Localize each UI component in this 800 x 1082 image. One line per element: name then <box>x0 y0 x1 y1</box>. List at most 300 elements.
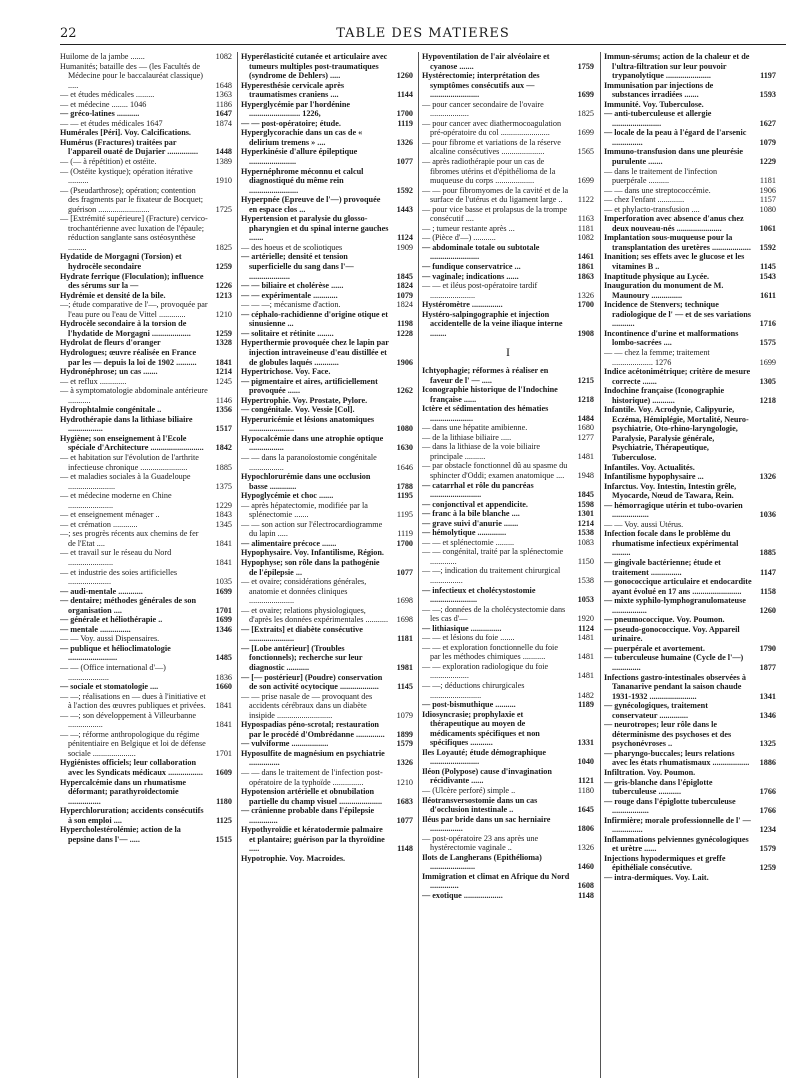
entry-text: — —; réforme anthropologique du régime pénitentiaire en Belgique et loi de défense sociale ..................... <box>60 729 206 758</box>
entry-text: — gonococcique articulaire et endocardite ayant évolué en 17 ans ........................ <box>604 577 752 596</box>
entry-page-number: 1389 <box>215 157 232 167</box>
entry-text: Hydrothérapie dans la lithiase biliaire ................. <box>60 414 193 434</box>
entry-text: — dans une hépatite amibienne. <box>422 423 528 433</box>
index-entry <box>60 415 232 434</box>
index-entry <box>604 615 776 625</box>
entry-page-number: 1698 <box>396 615 413 625</box>
entry-text: — fundique conservatrice ... <box>422 262 521 272</box>
index-entry <box>604 233 776 252</box>
index-entry <box>422 519 594 529</box>
entry-text: Indochine française (Iconographie historique) ........... <box>604 386 725 405</box>
entry-page-number: 1788 <box>396 481 413 491</box>
entry-page-number: 1326 <box>396 137 413 147</box>
entry-page-number: 1245 <box>215 376 232 386</box>
entry-page-number: 1124 <box>578 623 594 633</box>
index-entry <box>60 109 232 119</box>
index-entry <box>422 662 594 681</box>
index-entry <box>604 816 776 835</box>
index-entry <box>241 749 413 768</box>
index-entry <box>241 195 413 214</box>
index-entry <box>60 596 232 615</box>
entry-text: Hystéro-salpingographie et injection accidentelle de la veine iliaque interne ........ <box>422 309 563 338</box>
entry-page-number: 1448 <box>215 147 232 157</box>
entry-text: — dentaire; méthodes générales de son organisation .... <box>60 596 197 615</box>
entry-text: — franc à la bile blanche .... <box>422 509 520 519</box>
entry-page-number: 1484 <box>577 413 594 423</box>
entry-text: — de la lithiase biliaire ..... <box>422 432 512 442</box>
entry-page-number: 1214 <box>577 518 594 528</box>
entry-text: — pour vice basse et prolapsus de la trompe consécutif .... <box>422 204 568 224</box>
index-entry <box>241 167 413 196</box>
entry-page-number: 1148 <box>578 891 594 901</box>
index-entry <box>60 157 232 167</box>
index-entry <box>60 100 232 110</box>
index-entry <box>60 386 232 405</box>
entry-text: Hyposulfite de magnésium en psychiatrie ............... <box>241 748 385 768</box>
index-entry <box>422 205 594 224</box>
index-entry <box>604 673 776 702</box>
entry-page-number: 1259 <box>215 262 232 272</box>
entry-text: — intra-dermiques. Voy. Lait. <box>604 873 709 883</box>
entry-text: — — et études médicales 1647 <box>60 118 163 128</box>
entry-page-number: 1326 <box>577 290 594 300</box>
entry-text: Hyperesthésie cervicale après traumatismes craniens .... <box>241 80 345 100</box>
entry-text: Infantile. Voy. Acrodynie, Calipyurie, Eczéma, Hémiplégie, Mortalité, Neuro-psychiatrie, Oto-rhino-laryngologie, Paralysie, Paralysie générale, Psychiatrie, Thérapeutique, Tuberculose. <box>604 405 749 462</box>
entry-text: — après radiothérapie pour un cas de fibromes utérins et d'épithélioma de la muqueuse du corps ................... <box>422 157 556 186</box>
entry-text: — —; réalisations en — dues à l'initiative et à l'action des œuvres publiques et privées. <box>60 691 206 711</box>
entry-text: — — prise nasale de — provoquant des accidents cérébraux dans un diabète insipide ........................... <box>241 691 373 720</box>
index-entry <box>422 71 594 100</box>
entry-page-number: 1082 <box>215 52 232 61</box>
index-entry <box>241 147 413 166</box>
entry-text: Iléus par bride dans un sac herniaire ................ <box>422 814 551 834</box>
entry-page-number: 1305 <box>759 376 776 386</box>
entry-text: Infantiles. Voy. Actualités. <box>604 462 695 472</box>
entry-page-number: 1124 <box>397 233 413 243</box>
entry-text: Inauguration du monument de M. Maunoury ............... <box>604 281 724 300</box>
entry-text: Hyperkinésie d'allure épileptique ....................... <box>241 147 358 167</box>
entry-page-number: 1460 <box>577 862 594 872</box>
index-entry <box>60 548 232 567</box>
index-column-4 <box>604 52 776 1078</box>
entry-page-number: 1906 <box>396 357 413 367</box>
entry-page-number: 1181 <box>577 223 594 233</box>
index-entry <box>241 787 413 806</box>
entry-text: Hypospadias péno-scrotal; restauration par le procédé d'Ombrédanne .............. <box>241 720 385 739</box>
entry-page-number: 1053 <box>577 595 594 605</box>
entry-page-number: 1680 <box>577 423 594 433</box>
index-entry <box>604 367 776 386</box>
index-entry <box>422 500 594 510</box>
entry-page-number: 1213 <box>215 290 232 300</box>
entry-text: — — son action sur l'électrocardiogramme du lapin ..... <box>241 519 383 539</box>
entry-text: — — et exploration fonctionnelle du foie par les méthodes chimiques ........... <box>422 642 558 662</box>
index-entry <box>60 453 232 472</box>
index-entry <box>241 501 413 520</box>
index-column-1 <box>60 52 232 1078</box>
index-entry <box>60 348 232 367</box>
index-entry <box>60 472 232 491</box>
entry-page-number: 1886 <box>759 758 776 768</box>
entry-page-number: 1158 <box>760 586 776 596</box>
entry-text: — lithiasique ............... <box>422 623 502 633</box>
entry-page-number: 1277 <box>577 432 594 442</box>
index-entry <box>60 52 232 62</box>
entry-page-number: 1210 <box>215 309 232 319</box>
entry-text: — catarrhal et rôle du pancréas ......................... <box>422 480 534 500</box>
entry-text: — et enseignement ménager .. <box>60 510 160 520</box>
index-entry <box>241 367 413 377</box>
entry-page-number: 1080 <box>396 424 413 434</box>
entry-text: Ichtyophagie; réformes à réaliser en faveur de l' — ..... <box>422 365 549 385</box>
index-entry <box>241 720 413 739</box>
entry-page-number: 1575 <box>759 338 776 348</box>
entry-page-number: 1189 <box>578 700 594 710</box>
index-entry <box>422 262 594 272</box>
index-entry <box>422 243 594 262</box>
entry-page-number: 1259 <box>215 328 232 338</box>
entry-page-number: 1040 <box>577 757 594 767</box>
index-entry <box>422 633 594 643</box>
index-entry <box>60 625 232 635</box>
entry-text: Immunisation par injections de substances irradiées ....... <box>604 80 714 100</box>
entry-page-number: 1824 <box>396 300 413 310</box>
entry-text: — [Extraits] et diabète consécutive ...................... <box>241 624 363 644</box>
index-entry <box>241 625 413 644</box>
entry-page-number: 1842 <box>215 443 232 453</box>
entry-text: Hyperchloruration; accidents consécutifs à son emploi .... <box>60 806 204 825</box>
index-entry <box>422 52 594 71</box>
entry-page-number: 1326 <box>396 758 413 768</box>
entry-page-number: 1079 <box>396 290 413 300</box>
entry-text: — — pour fibromyomes de la cavité et de la surface de l'utérus et du ligament large .. <box>422 185 569 205</box>
entry-page-number: 1909 <box>396 242 413 252</box>
index-entry <box>241 606 413 625</box>
entry-text: Hystérectomie; interprétation des symptômes consécutifs aux — ........................ <box>422 71 540 100</box>
index-entry <box>604 214 776 233</box>
entry-text: Hyperélasticité cutanée et articulaire avec tumeurs multiples post-traumatiques (syndrome de Dehlers) ..... <box>241 52 388 81</box>
index-columns <box>60 52 786 1078</box>
index-entry <box>422 767 594 786</box>
entry-page-number: 1611 <box>760 290 776 300</box>
entry-page-number: 1543 <box>759 271 776 281</box>
entry-text: Iléotransversostomie dans un cas d'occlusion intestinale .. <box>422 795 538 815</box>
entry-text: — tuberculeuse humaine (Cycle de l'—) .............. <box>604 653 744 672</box>
entry-text: — post-opératoire 23 ans après une hystérectomie vaginale .. <box>422 833 539 853</box>
index-entry <box>422 423 594 433</box>
index-column-3 <box>422 52 594 1078</box>
entry-text: — [Lobe antérieur] (Troubles fonctionnels); recherche sur leur diagnostic ........... <box>241 643 363 672</box>
index-entry <box>422 233 594 243</box>
entry-page-number: 1145 <box>760 262 776 272</box>
entry-text: — et maladies sociales à la Guadeloupe ....................... <box>60 472 191 491</box>
index-entry <box>604 653 776 672</box>
entry-page-number: 1234 <box>759 825 776 835</box>
entry-page-number: 1195 <box>396 510 413 520</box>
entry-text: — à symptomatologie abdominale antérieure ........... <box>60 386 208 405</box>
entry-text: — crânienne probable dans l'épilepsie .............. <box>241 806 375 825</box>
entry-page-number: 1148 <box>397 844 413 854</box>
index-entry <box>422 433 594 443</box>
index-entry <box>241 396 413 406</box>
entry-page-number: 1538 <box>577 528 594 538</box>
entry-page-number: 1125 <box>216 815 232 825</box>
entry-text: — chez l'enfant ............. <box>604 195 685 205</box>
index-entry <box>422 834 594 853</box>
index-entry <box>60 167 232 186</box>
index-entry <box>60 90 232 100</box>
entry-text: Hydrocèle secondaire à la torsion de l'hydatide de Morgagni ................... <box>60 319 191 338</box>
index-entry <box>604 272 776 282</box>
entry-page-number: 1210 <box>396 777 413 787</box>
entry-text: Hypoventilation de l'air alvéolaire et cyanose ....... <box>422 52 550 71</box>
entry-text: Inflammations pelviennes gynécologiques et urètre ...... <box>604 834 749 854</box>
entry-page-number: 1482 <box>577 690 594 700</box>
entry-text: Immunité. Voy. Tuberculose. <box>604 99 704 109</box>
entry-text: Humérales [Péri]. Voy. Calcifications. <box>60 128 191 138</box>
entry-text: — des hoeus et de scoliotiques <box>241 242 343 252</box>
entry-text: Infantilisme hypophysaire ... <box>604 472 704 482</box>
entry-page-number: 1181 <box>397 634 413 644</box>
entry-page-number: 1725 <box>215 204 232 214</box>
entry-text: — et industrie des soies artificielles ..................... <box>60 567 178 587</box>
index-entry <box>60 434 232 453</box>
entry-page-number: 1346 <box>759 710 776 720</box>
index-entry <box>422 643 594 662</box>
entry-page-number: 1481 <box>577 633 594 643</box>
entry-page-number: 1326 <box>759 472 776 482</box>
entry-text: — — congénital, traité par la splénectomie ............. <box>422 547 564 566</box>
entry-text: Iles Loyauté; étude démographique ........................ <box>422 747 546 767</box>
index-entry <box>604 281 776 300</box>
entry-text: — (Pseudarthrose); opération; contention des fragments par le fixateur de Bocquet; guérison ......................... <box>60 185 204 214</box>
entry-page-number: 1083 <box>577 537 594 547</box>
entry-page-number: 1877 <box>759 663 776 672</box>
index-entry <box>60 587 232 597</box>
index-entry <box>241 52 413 81</box>
entry-page-number: 1759 <box>577 61 594 71</box>
entry-page-number: 1301 <box>577 509 594 519</box>
index-entry <box>60 319 232 338</box>
entry-text: — infectieux et cholécystostomie ....................... <box>422 585 536 605</box>
entry-text: — conjonctival et appendicite. <box>422 499 528 509</box>
column-divider <box>237 52 238 1078</box>
entry-text: — — dans une streptococcémie. <box>604 185 711 195</box>
index-entry <box>422 815 594 834</box>
index-entry <box>422 310 594 339</box>
index-entry <box>241 405 413 415</box>
index-entry <box>241 415 413 434</box>
index-entry <box>241 806 413 825</box>
index-entry <box>241 119 413 129</box>
index-entry <box>604 186 776 196</box>
header-rule <box>60 44 786 45</box>
entry-page-number: 1700 <box>396 538 413 548</box>
index-entry <box>422 624 594 634</box>
index-entry <box>241 558 413 577</box>
entry-text: — — exploration radiologique du foie ................... <box>422 661 549 681</box>
index-entry <box>241 434 413 453</box>
entry-page-number: 1461 <box>577 252 594 262</box>
index-entry <box>604 529 776 558</box>
entry-text: — — —; mécanisme d'action. <box>241 300 341 310</box>
entry-page-number: 1214 <box>215 367 232 377</box>
index-entry <box>422 853 594 872</box>
entry-page-number: 1824 <box>396 281 413 291</box>
index-entry <box>604 873 776 883</box>
entry-page-number: 1766 <box>759 806 776 816</box>
index-entry <box>60 529 232 548</box>
entry-text: Hypocalcémie dans une atrophie optique ................. <box>241 433 384 453</box>
index-entry <box>604 386 776 405</box>
entry-page-number: 1326 <box>577 843 594 853</box>
entry-page-number: 1186 <box>215 99 232 109</box>
entry-text: — vaginale; indications ...... <box>422 271 519 281</box>
entry-page-number: 1080 <box>759 204 776 214</box>
entry-text: Hydrolat de fleurs d'oranger <box>60 338 161 348</box>
entry-page-number: 1806 <box>577 824 594 834</box>
index-entry <box>604 749 776 768</box>
entry-text: — [Extrémité supérieure] (Fracture) cervico-trochantérienne avec luxation de l'épaule; réduction sanglante sans ostéosynthèse ......... <box>60 214 208 252</box>
entry-page-number: 1443 <box>396 204 413 214</box>
entry-page-number: 1885 <box>215 462 232 472</box>
entry-text: Incontinence d'urine et malformations lombo-sacrées .... <box>604 328 739 348</box>
entry-text: Humanités; bataille des — (les Facultés de Médecine pour le baccalauréat classique) ..... <box>60 61 204 90</box>
entry-page-number: 1157 <box>759 195 776 205</box>
entry-page-number: 1215 <box>577 375 594 385</box>
entry-text: — post-bismuthique .......... <box>422 700 516 710</box>
entry-page-number: 1260 <box>759 605 776 615</box>
index-entry <box>422 281 594 300</box>
entry-page-number: 1598 <box>577 499 594 509</box>
entry-text: Infiltration. Voy. Poumon. <box>604 768 696 778</box>
entry-page-number: 1229 <box>215 500 232 510</box>
index-entry <box>604 768 776 778</box>
entry-text: — pharyngo-buccales; leurs relations avec les états rhumatismaux .................. <box>604 748 750 768</box>
entry-page-number: 1259 <box>759 863 776 873</box>
entry-text: Hypertrichose. Voy. Face. <box>241 367 331 377</box>
index-entry <box>422 538 594 548</box>
index-entry <box>60 119 232 129</box>
entry-page-number: 1579 <box>396 739 413 749</box>
index-entry <box>422 385 594 404</box>
entry-text: — (Pièce d'—) ........... <box>422 233 496 243</box>
index-entry <box>604 81 776 100</box>
entry-text: — pour cancer avec diathermocoagulation pré-opératoire du col ........................ <box>422 118 562 138</box>
entry-page-number: 1485 <box>215 653 232 663</box>
index-entry <box>604 205 776 215</box>
entry-text: Iléon (Polypose) cause d'invagination récidivante ...... <box>422 766 552 786</box>
index-entry <box>422 891 594 901</box>
index-entry <box>241 291 413 301</box>
entry-page-number: 1841 <box>215 720 232 730</box>
index-column-2 <box>241 52 413 1078</box>
entry-text: Hypernéphrome méconnu et calcul diagnostiqué du même rein ........................ <box>241 166 364 195</box>
entry-text: — congénitale. Voy. Vessie [Col]. <box>241 405 355 415</box>
entry-page-number: 1150 <box>577 556 594 566</box>
entry-page-number: 1198 <box>397 319 413 329</box>
entry-page-number: 1841 <box>215 557 232 567</box>
entry-text: — pigmentaire et aires, artificiellement provoquée ...... <box>241 376 378 396</box>
index-entry <box>60 338 232 348</box>
entry-page-number: 1592 <box>759 242 776 252</box>
index-entry <box>422 100 594 119</box>
entry-text: — puerpérale et avortement. <box>604 643 705 653</box>
entry-text: Humérus (Fractures) traitées par l'appareil ouaté de Dujarier ............... <box>60 137 199 157</box>
entry-text: — — Voy. aussi Dispensaires. <box>60 634 160 644</box>
index-entry <box>241 854 413 864</box>
index-entry <box>422 157 594 186</box>
entry-text: Inaptitude physique au Lycée. <box>604 271 710 281</box>
entry-text: — dans le traitement de l'infection puerpérale .......... <box>604 166 718 186</box>
entry-text: — — expérimentale ............ <box>241 290 338 300</box>
index-entry <box>604 644 776 654</box>
entry-page-number: 1841 <box>215 357 232 367</box>
entry-text: — — et lésions du foie ....... <box>422 633 515 643</box>
entry-text: Ictère et sédimentation des hématies ..................... <box>422 404 549 423</box>
page-title: TABLE DES MATIERES <box>336 26 510 41</box>
entry-text: Implantation sous-muqueuse pour la transplantation des uretères ................... <box>604 233 751 252</box>
entry-text: Hypophysaire. Voy. Infantilisme, Région. <box>241 548 384 558</box>
index-entry <box>422 272 594 282</box>
entry-text: — exotique ................... <box>422 891 503 901</box>
index-entry <box>241 100 413 119</box>
entry-page-number: 1229 <box>759 157 776 167</box>
index-entry <box>60 520 232 530</box>
index-entry <box>604 52 776 81</box>
index-entry <box>604 797 776 816</box>
entry-page-number: 1647 <box>215 109 232 119</box>
entry-text: — et travail sur le réseau du Nord ...................... <box>60 548 172 567</box>
entry-text: — ; tumeur restante après ... <box>422 223 515 233</box>
index-entry <box>604 463 776 473</box>
index-entry <box>422 586 594 605</box>
entry-text: — pseudo-gonococcique. Voy. Appareil urinaire. <box>604 624 740 644</box>
entry-page-number: 1197 <box>760 71 776 81</box>
entry-text: — pour fibrome et variations de la réserve alcaline consécutives ..................... <box>422 137 561 157</box>
entry-text: Hydrologues; œuvre réalisée en France par les — depuis la loi de 1902 .......... <box>60 347 197 367</box>
entry-text: Hydronéphrose; un cas ....... <box>60 367 158 377</box>
entry-text: — vulviforme .................. <box>241 739 329 749</box>
entry-page-number: 1147 <box>760 567 776 577</box>
entry-text: — pneumococcique. Voy. Poumon. <box>604 615 725 625</box>
index-entry <box>604 778 776 797</box>
entry-page-number: 1565 <box>577 147 594 157</box>
entry-page-number: 1036 <box>759 510 776 520</box>
index-entry <box>241 338 413 367</box>
entry-page-number: 1899 <box>396 729 413 739</box>
entry-text: — céphalo-rachidienne d'origine otique et sinusienne ... <box>241 309 388 329</box>
entry-page-number: 1863 <box>577 271 594 281</box>
index-entry <box>241 739 413 749</box>
entry-page-number: 1180 <box>216 796 232 806</box>
entry-text: — audi-mentale ............ <box>60 586 143 596</box>
entry-text: —; étude comparative de l'—, provoquée par l'eau pure ou l'eau de Vittel ............. <box>60 300 208 319</box>
entry-text: — — et splénectomie ......... <box>422 537 515 547</box>
entry-page-number: 1836 <box>215 672 232 682</box>
index-entry <box>60 634 232 644</box>
entry-text: Incidence de Stenvers; technique radiologique de l' — et de ses variations ........... <box>604 300 751 329</box>
entry-text: — mentale ............... <box>60 624 131 634</box>
index-entry <box>60 758 232 777</box>
entry-page-number: 1122 <box>577 195 594 205</box>
entry-text: Immuno-transfusion dans une pleurésie purulente ....... <box>604 147 743 167</box>
entry-text: — après hépatectomie, modifiée par la splénectomie ....... <box>241 500 368 520</box>
entry-page-number: 1341 <box>759 691 776 701</box>
index-entry <box>60 300 232 319</box>
index-entry <box>241 252 413 281</box>
index-entry <box>241 310 413 329</box>
